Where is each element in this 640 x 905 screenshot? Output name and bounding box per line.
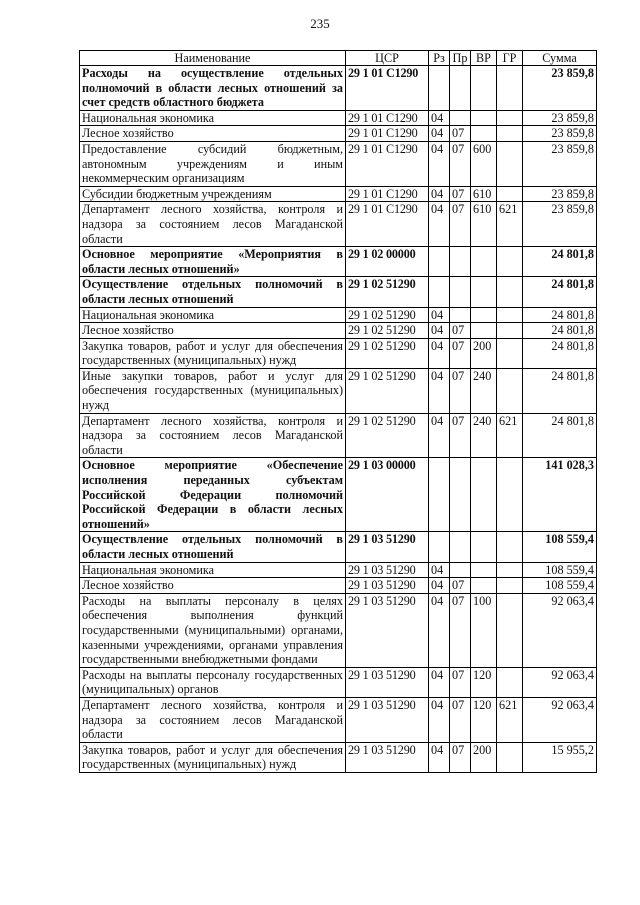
row-name: Основное мероприятие «Мероприятия в области лесных отношений» [80,247,346,277]
row-gr [497,562,523,578]
row-csr: 29 1 02 00000 [346,247,429,277]
row-name: Расходы на выплаты персоналу государственных (муниципальных) органов [80,667,346,697]
row-name: Национальная экономика [80,562,346,578]
row-sum: 23 859,8 [523,126,597,142]
row-name: Лесное хозяйство [80,126,346,142]
row-vr: 600 [471,141,497,186]
row-sum: 92 063,4 [523,697,597,742]
table-row [80,578,597,594]
row-csr: 29 1 01 С1290 [346,110,429,126]
row-rz [429,458,450,532]
row-pr: 07 [450,338,471,368]
row-sum: 24 801,8 [523,307,597,323]
row-vr [471,562,497,578]
row-csr: 29 1 02 51290 [346,307,429,323]
row-gr: 621 [497,202,523,247]
row-csr: 29 1 02 51290 [346,323,429,339]
row-rz [429,66,450,111]
row-pr [450,66,471,111]
row-csr: 29 1 01 С1290 [346,126,429,142]
row-rz: 04 [429,323,450,339]
page-number: 235 [310,16,330,31]
row-gr [497,110,523,126]
row-name: Иные закупки товаров, работ и услуг для обеспечения государственных (муниципальных) нужд [80,368,346,413]
row-rz: 04 [429,186,450,202]
row-csr: 29 1 01 С1290 [346,186,429,202]
row-gr [497,247,523,277]
table-row [80,202,597,247]
row-csr: 29 1 03 51290 [346,742,429,772]
row-pr [450,110,471,126]
row-gr [497,338,523,368]
row-name: Основное мероприятие «Обеспечение исполнения переданных субъектам Российской Федерации полномочий Российской Федерации в области лесных отношений» [80,458,346,532]
row-csr: 29 1 02 51290 [346,368,429,413]
row-gr [497,578,523,594]
row-rz [429,247,450,277]
table-row [80,562,597,578]
row-sum: 24 801,8 [523,277,597,307]
row-vr: 240 [471,368,497,413]
row-pr: 07 [450,368,471,413]
row-pr [450,307,471,323]
table-row [80,323,597,339]
row-vr [471,458,497,532]
row-name: Субсидии бюджетным учреждениям [80,186,346,202]
row-sum: 23 859,8 [523,141,597,186]
table-row [80,413,597,458]
row-sum: 24 801,8 [523,323,597,339]
row-vr [471,307,497,323]
row-sum: 23 859,8 [523,186,597,202]
row-gr [497,141,523,186]
table-row [80,110,597,126]
row-pr: 07 [450,323,471,339]
row-vr [471,110,497,126]
row-csr: 29 1 03 51290 [346,667,429,697]
row-sum: 108 559,4 [523,562,597,578]
row-vr [471,323,497,339]
row-name: Расходы на выплаты персоналу в целях обеспечения выполнения функций государственными (муниципальными) органами, казенными учреждениями, органами управления государственными внебюджетными фондами [80,593,346,667]
row-csr: 29 1 03 51290 [346,697,429,742]
table-row [80,247,597,277]
row-sum: 15 955,2 [523,742,597,772]
row-gr [497,307,523,323]
row-csr: 29 1 03 00000 [346,458,429,532]
row-vr: 200 [471,742,497,772]
row-gr [497,667,523,697]
row-rz: 04 [429,307,450,323]
row-gr [497,277,523,307]
row-vr: 200 [471,338,497,368]
table-row [80,593,597,667]
row-pr: 07 [450,186,471,202]
header-rz: Рз [429,51,450,66]
table-row [80,126,597,142]
row-gr [497,323,523,339]
row-sum: 24 801,8 [523,413,597,458]
row-rz: 04 [429,697,450,742]
row-rz: 04 [429,202,450,247]
row-pr [450,532,471,562]
row-vr: 120 [471,697,497,742]
row-gr [497,458,523,532]
row-vr: 120 [471,667,497,697]
row-name: Закупка товаров, работ и услуг для обеспечения государственных (муниципальных) нужд [80,742,346,772]
row-sum: 24 801,8 [523,247,597,277]
row-name: Осуществление отдельных полномочий в области лесных отношений [80,532,346,562]
row-csr: 29 1 03 51290 [346,593,429,667]
table-row [80,66,597,111]
row-sum: 24 801,8 [523,368,597,413]
row-vr [471,126,497,142]
row-pr: 07 [450,202,471,247]
row-name: Национальная экономика [80,307,346,323]
row-pr: 07 [450,697,471,742]
row-sum: 23 859,8 [523,202,597,247]
row-rz [429,532,450,562]
row-pr: 07 [450,742,471,772]
table-row [80,186,597,202]
row-sum: 108 559,4 [523,578,597,594]
row-gr [497,532,523,562]
row-vr [471,532,497,562]
row-rz: 04 [429,562,450,578]
row-csr: 29 1 02 51290 [346,338,429,368]
table-row [80,697,597,742]
row-vr: 610 [471,186,497,202]
row-name: Закупка товаров, работ и услуг для обеспечения государственных (муниципальных) нужд [80,338,346,368]
row-rz: 04 [429,578,450,594]
row-rz: 04 [429,742,450,772]
row-name: Осуществление отдельных полномочий в области лесных отношений [80,277,346,307]
row-vr [471,247,497,277]
row-vr: 100 [471,593,497,667]
row-gr [497,593,523,667]
table-row [80,277,597,307]
row-name: Предоставление субсидий бюджетным, автономным учреждениям и иным некоммерческим организациям [80,141,346,186]
row-sum: 92 063,4 [523,667,597,697]
header-name: Наименование [80,51,346,66]
row-name: Национальная экономика [80,110,346,126]
table-header-row [80,51,597,66]
row-csr: 29 1 03 51290 [346,562,429,578]
row-sum: 24 801,8 [523,338,597,368]
row-sum: 108 559,4 [523,532,597,562]
header-csr: ЦСР [346,51,429,66]
row-rz: 04 [429,126,450,142]
table-row [80,458,597,532]
table-row [80,368,597,413]
row-csr: 29 1 01 С1290 [346,202,429,247]
row-vr [471,66,497,111]
row-name: Департамент лесного хозяйства, контроля и надзора за состоянием лесов Магаданской области [80,202,346,247]
row-rz [429,277,450,307]
row-vr: 240 [471,413,497,458]
row-csr: 29 1 02 51290 [346,413,429,458]
row-csr: 29 1 01 С1290 [346,141,429,186]
table-row [80,307,597,323]
row-gr [497,66,523,111]
row-rz: 04 [429,593,450,667]
row-gr [497,186,523,202]
row-rz: 04 [429,110,450,126]
header-sum: Сумма [523,51,597,66]
row-sum: 141 028,3 [523,458,597,532]
row-sum: 23 859,8 [523,110,597,126]
row-pr [450,247,471,277]
table-row [80,338,597,368]
row-rz: 04 [429,413,450,458]
table-row [80,141,597,186]
row-name: Лесное хозяйство [80,578,346,594]
row-name: Департамент лесного хозяйства, контроля и надзора за состоянием лесов Магаданской области [80,413,346,458]
row-csr: 29 1 02 51290 [346,277,429,307]
row-vr [471,277,497,307]
row-vr: 610 [471,202,497,247]
row-name: Лесное хозяйство [80,323,346,339]
row-pr: 07 [450,141,471,186]
table-row [80,742,597,772]
row-csr: 29 1 03 51290 [346,532,429,562]
row-sum: 23 859,8 [523,66,597,111]
table-row [80,667,597,697]
row-rz: 04 [429,667,450,697]
row-rz: 04 [429,338,450,368]
row-sum: 92 063,4 [523,593,597,667]
row-rz: 04 [429,368,450,413]
row-gr [497,368,523,413]
row-pr: 07 [450,667,471,697]
row-rz: 04 [429,141,450,186]
row-pr: 07 [450,413,471,458]
row-name: Расходы на осуществление отдельных полномочий в области лесных отношений за счет средств областного бюджета [80,66,346,111]
row-gr: 621 [497,697,523,742]
row-csr: 29 1 01 С1290 [346,66,429,111]
row-pr: 07 [450,593,471,667]
row-pr [450,277,471,307]
row-name: Департамент лесного хозяйства, контроля и надзора за состоянием лесов Магаданской области [80,697,346,742]
row-pr [450,562,471,578]
header-pr: Пр [450,51,471,66]
row-pr: 07 [450,578,471,594]
row-gr [497,742,523,772]
row-csr: 29 1 03 51290 [346,578,429,594]
row-gr: 621 [497,413,523,458]
row-vr [471,578,497,594]
row-gr [497,126,523,142]
budget-table [79,50,597,773]
row-pr [450,458,471,532]
header-vr: ВР [471,51,497,66]
table-row [80,532,597,562]
header-gr: ГР [497,51,523,66]
row-pr: 07 [450,126,471,142]
